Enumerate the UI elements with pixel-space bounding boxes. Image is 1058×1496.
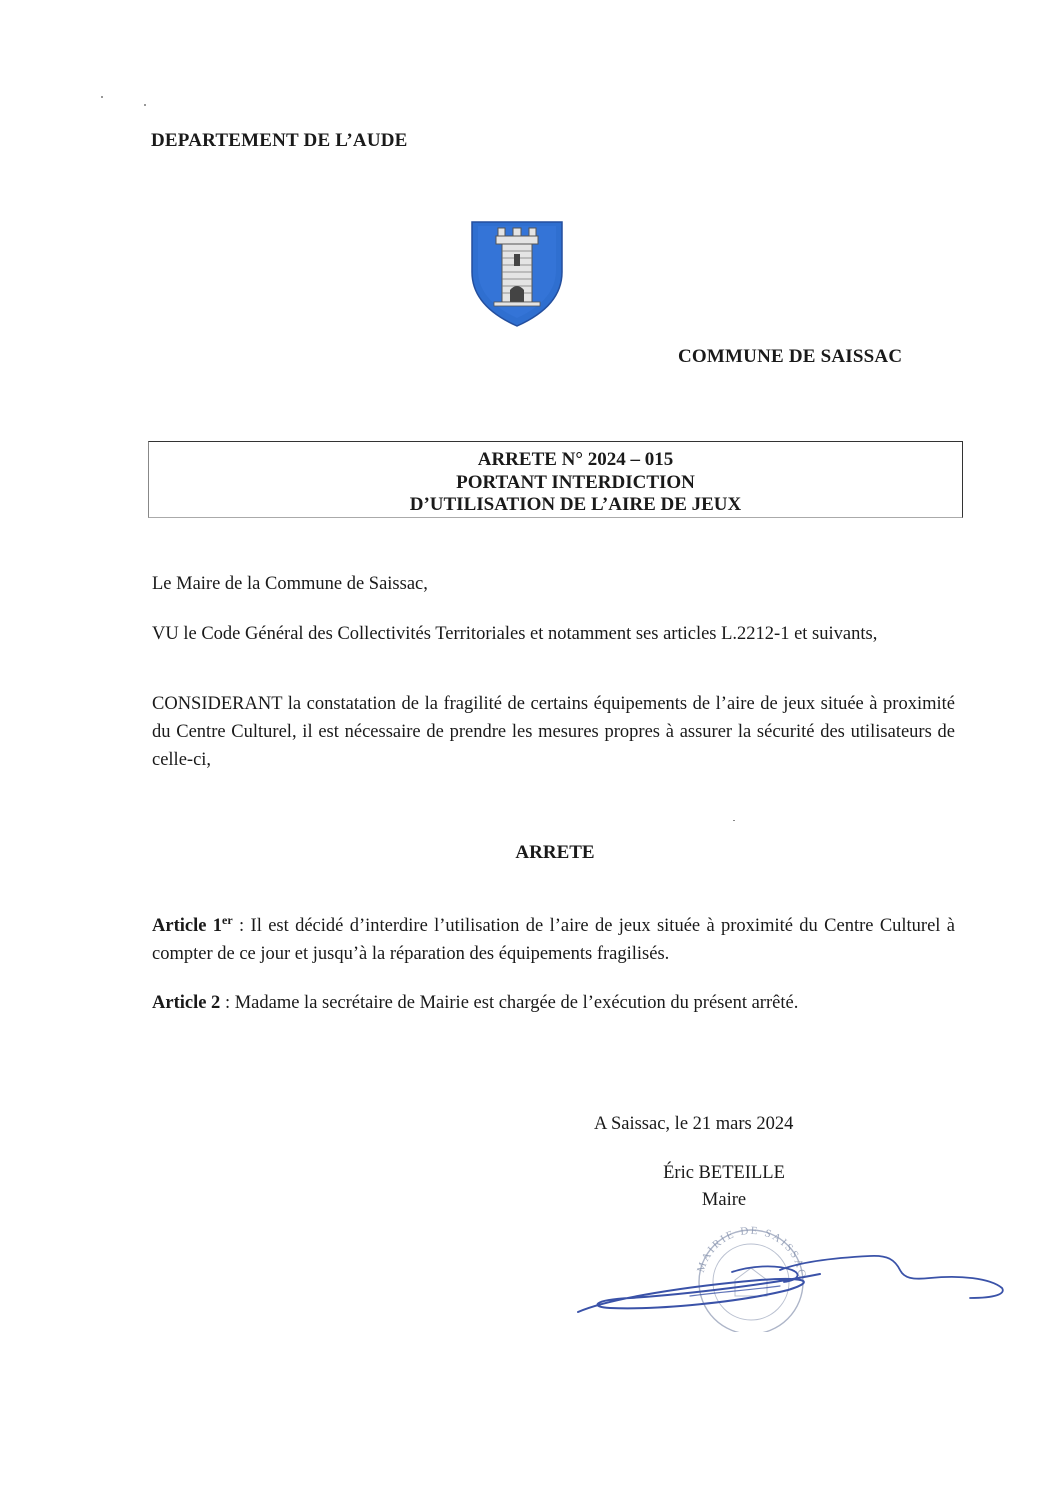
decree-number: ARRETE N° 2024 – 015 <box>477 449 674 470</box>
article-2-label: Article 2 <box>152 993 221 1013</box>
signer-block <box>650 1160 798 1214</box>
article-1 <box>152 912 955 968</box>
signer-title: Maire <box>701 1190 747 1210</box>
preamble-maire: Le Maire de la Commune de Saissac, <box>152 574 428 594</box>
scan-speck <box>101 96 103 98</box>
preamble-considerant: CONSIDERANT la constatation de la fragilité de certains équipements de l’aire de jeux située à proximité du Centre Culturel, il est nécessaire de prendre les mesures propres à assurer la sécurité des utilisateurs de celle-ci, <box>152 694 955 770</box>
scan-speck <box>144 104 146 106</box>
decree-title-box <box>148 441 963 518</box>
signer-name: Éric BETEILLE <box>663 1163 785 1183</box>
tower-crest-icon <box>470 220 564 328</box>
decree-subject-line-2: D’UTILISATION DE L’AIRE DE JEUX <box>409 494 742 515</box>
svg-text:MAIRIE DE SAISSAC: MAIRIE DE SAISSAC <box>694 1224 809 1280</box>
article-1-label: Article 1er <box>152 912 233 936</box>
decision-heading: ARRETE <box>515 842 595 863</box>
department-heading: DEPARTEMENT DE L’AUDE <box>151 130 408 151</box>
article-2-text: : Madame la secrétaire de Mairie est chargée de l’exécution du présent arrêté. <box>220 993 799 1013</box>
commune-heading: COMMUNE DE SAISSAC <box>678 346 903 367</box>
article-1-text: : Il est décidé d’interdire l’utilisation de l’aire de jeux située à proximité du Centre Culturel à compter de ce jour et jusqu’à la réparation des équipements fragilisés. <box>152 916 956 964</box>
preamble-vu: VU le Code Général des Collectivités Territoriales et notamment ses articles L.2212-1 et suivants, <box>152 624 878 644</box>
scan-speck <box>733 820 735 821</box>
decree-subject-line-1: PORTANT INTERDICTION <box>456 471 695 493</box>
place-and-date: A Saissac, le 21 mars 2024 <box>594 1114 794 1134</box>
handwritten-signature-icon <box>570 1240 1015 1330</box>
article-2 <box>152 989 955 1017</box>
